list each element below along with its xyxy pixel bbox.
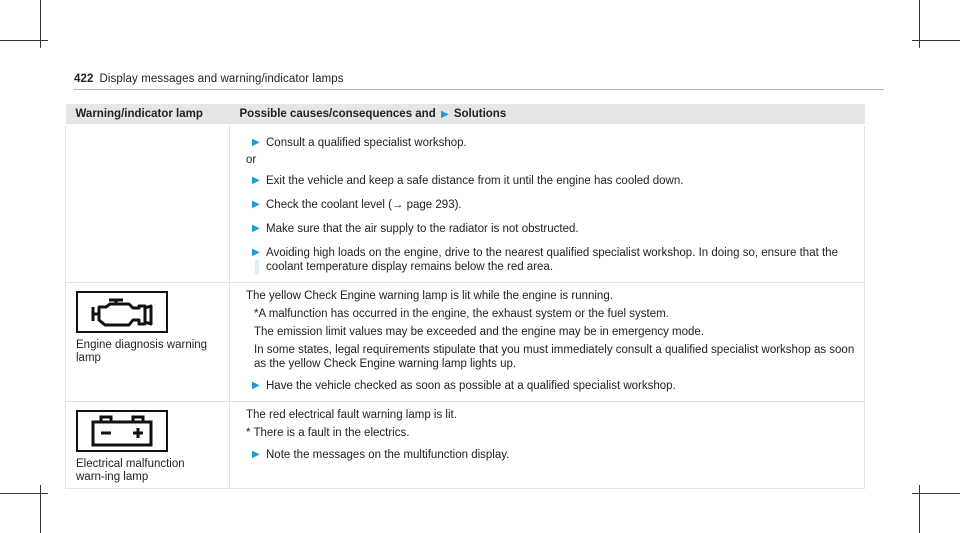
warning-lamp-table xyxy=(65,104,865,489)
arrow-icon: ▶ xyxy=(252,223,260,234)
battery-icon xyxy=(76,410,168,452)
step-item xyxy=(238,222,856,236)
step-item xyxy=(238,379,856,393)
col-header-solutions-label: Solutions xyxy=(453,107,507,120)
lamp-label: Electrical malfunction warn-ing lamp xyxy=(76,458,185,483)
paragraph: The emission limit values may be exceeded and the engine may be in emergency mode. xyxy=(254,326,705,338)
arrow-icon: ▶ xyxy=(252,247,260,258)
crop-mark xyxy=(0,493,48,494)
solution-cell xyxy=(230,402,865,489)
paragraph: In some states, legal requirements stipulate that you must immediately consult a qualified specialist workshop as soon as the yellow Check Engine warning lamp lights up. xyxy=(254,344,855,370)
step-text: Note the messages on the multifunction display. xyxy=(266,449,510,461)
step-text: Consult a qualified specialist workshop. xyxy=(266,137,467,149)
step-text: Exit the vehicle and keep a safe distance from it until the engine has cooled down. xyxy=(266,175,684,187)
step-item xyxy=(238,174,856,188)
table-row xyxy=(66,125,865,283)
arrow-icon: ▶ xyxy=(252,199,260,210)
arrow-icon: ▶ xyxy=(252,380,260,391)
col-header-lamp: Warning/indicator lamp xyxy=(66,104,230,125)
paragraph: The yellow Check Engine warning lamp is lit while the engine is running. xyxy=(246,290,613,302)
or-text: or xyxy=(246,154,257,166)
step-text: Check the coolant level (→ page 293). xyxy=(266,199,462,211)
arrow-icon: ▶ xyxy=(252,449,260,460)
step-text: Avoiding high loads on the engine, drive to the nearest qualified specialist workshop. In doing so, ensure that the coolant temperature display remains below the red area. xyxy=(266,247,838,273)
step-text: Make sure that the air supply to the radiator is not obstructed. xyxy=(266,223,579,235)
step-text: Have the vehicle checked as soon as possible at a qualified specialist workshop. xyxy=(266,380,676,392)
engine-icon xyxy=(76,291,168,333)
arrow-icon: ▶ xyxy=(440,108,449,120)
page-header xyxy=(74,73,344,85)
header-rule xyxy=(74,89,884,90)
crop-mark xyxy=(912,493,960,494)
table-row xyxy=(66,402,865,489)
page-number: 422 xyxy=(74,73,94,85)
step-item xyxy=(238,136,856,150)
paragraph: The red electrical fault warning lamp is lit. xyxy=(246,409,457,421)
lamp-cell xyxy=(66,125,230,283)
battery-icon-graphic xyxy=(89,415,155,447)
step-continuation-bar xyxy=(255,260,259,274)
paragraph: *A malfunction has occurred in the engine, the exhaust system or the fuel system. xyxy=(254,308,669,320)
page-title: Display messages and warning/indicator lamps xyxy=(99,73,344,85)
arrow-icon: ▶ xyxy=(252,137,260,148)
solution-cell xyxy=(230,283,865,402)
col-header-causes: Possible causes/consequences and xyxy=(239,107,436,120)
paragraph: * There is a fault in the electrics. xyxy=(246,427,410,439)
step-item xyxy=(238,448,856,462)
crop-mark xyxy=(912,40,960,41)
step-item xyxy=(238,198,856,212)
table-row xyxy=(66,283,865,402)
solution-cell xyxy=(230,125,865,283)
table-header-row xyxy=(66,104,865,125)
lamp-cell xyxy=(66,402,230,489)
crop-mark xyxy=(0,40,48,41)
col-header-solutions xyxy=(230,104,865,125)
step-item xyxy=(238,246,856,274)
engine-icon-graphic xyxy=(89,296,155,328)
lamp-label: Engine diagnosis warning lamp xyxy=(76,339,208,364)
arrow-icon: ▶ xyxy=(252,175,260,186)
lamp-cell xyxy=(66,283,230,402)
